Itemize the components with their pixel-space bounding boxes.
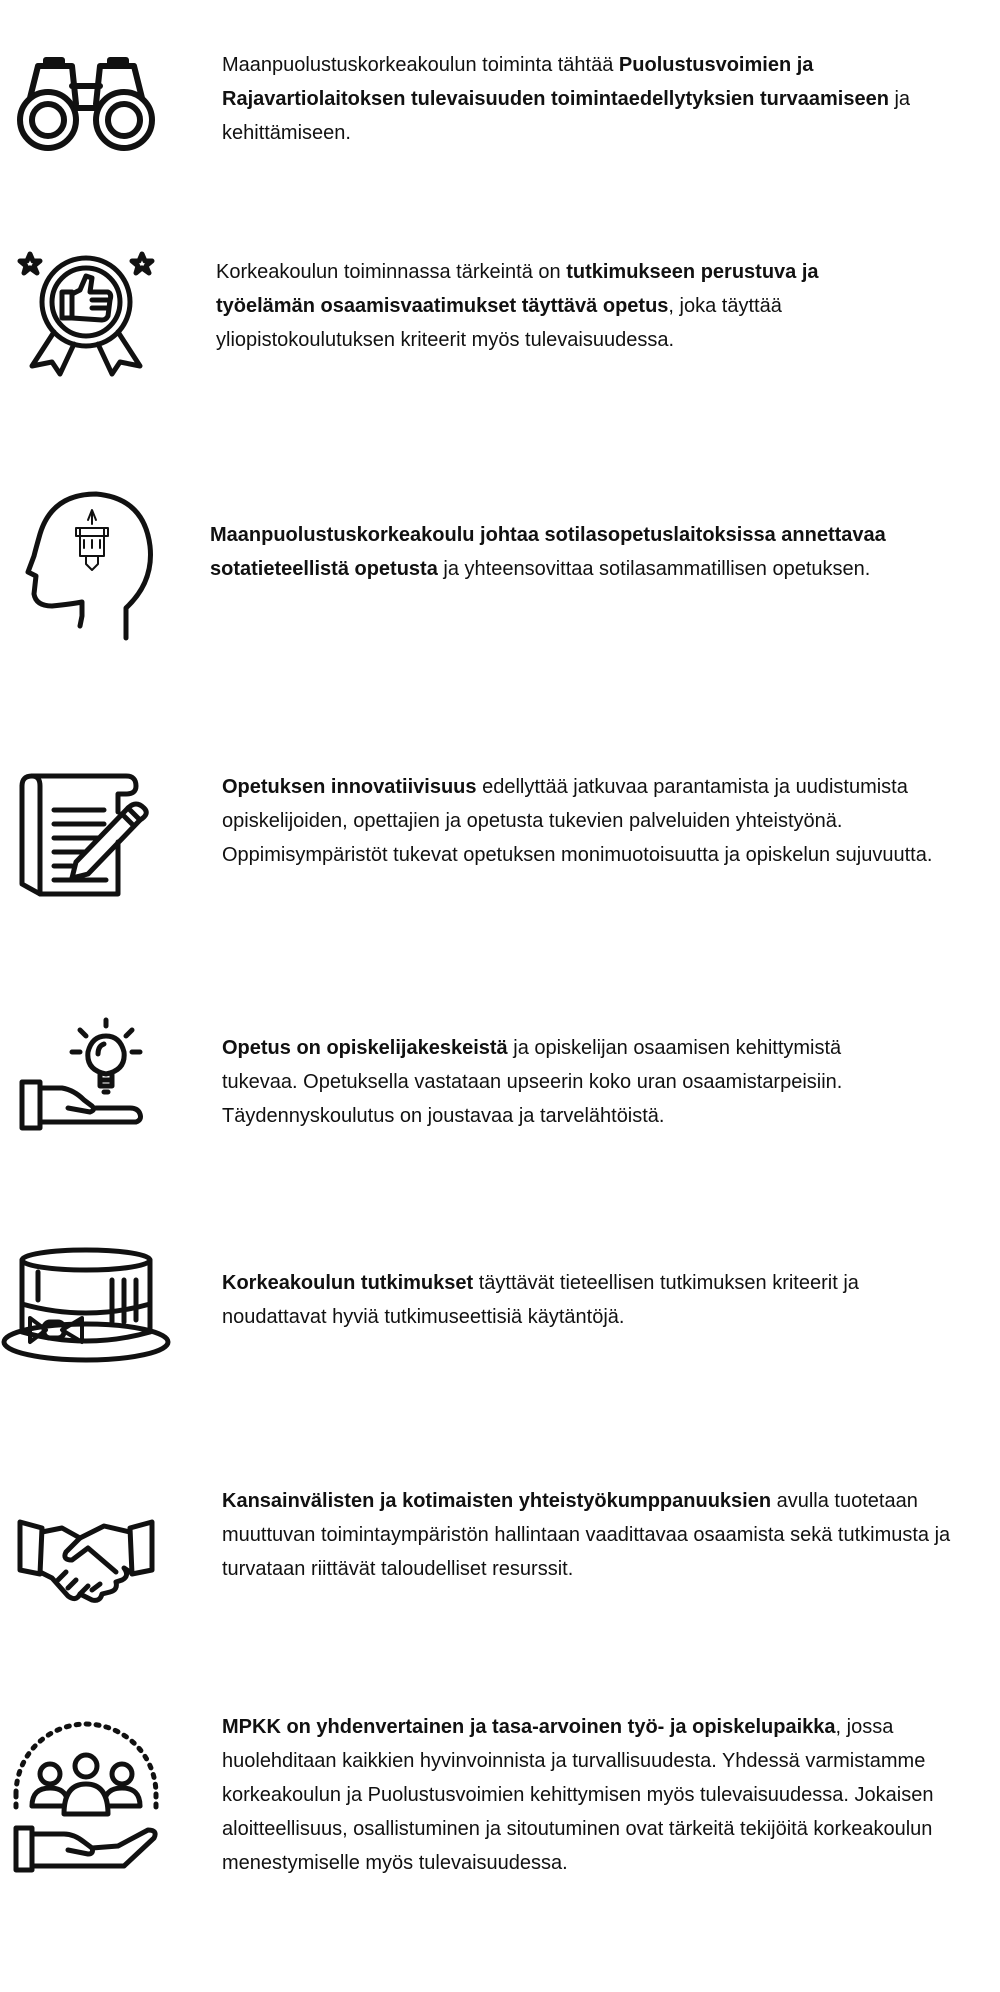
text-segment: Korkeakoulun toiminnassa tärkeintä on bbox=[216, 261, 567, 283]
text-segment-bold: Opetus on opiskelijakeskeistä bbox=[222, 1037, 508, 1059]
statement-text bbox=[222, 48, 962, 150]
student-cap-icon bbox=[0, 1246, 172, 1364]
hand-lightbulb-icon bbox=[20, 1016, 150, 1132]
document-pen-icon bbox=[18, 772, 152, 902]
text-segment-bold: Korkeakoulun tutkimukset bbox=[222, 1272, 474, 1294]
text-segment-bold: Maanpuolustuskorkeakoulu johtaa sotilasopetuslaitoksissa annettavaa sotatieteellistä opetusta bbox=[210, 524, 886, 580]
statement-text bbox=[222, 770, 967, 872]
statement-text bbox=[222, 1266, 942, 1334]
text-segment: ja yhteensovittaa sotilasammatillisen opetuksen. bbox=[437, 558, 871, 580]
text-segment: , jossa huolehditaan kaikkien hyvinvoinnista ja turvallisuudesta. Yhdessä varmistamme korkeakoulun ja Puolustusvoimien kehittymisen myös tulevaisuudessa. Jokaisen aloitteellisuus, osallistuminen ja sitoutuminen ovat tärkeitä tekijöitä korkeakoulun menestymiselle myös tulevaisuudessa. bbox=[222, 1716, 934, 1874]
text-segment-bold: tutkimukseen perustuva ja työelämän osaamisvaatimukset täyttävä opetus bbox=[216, 261, 819, 317]
text-segment-bold: Opetuksen innovatiivisuus bbox=[222, 776, 477, 798]
text-segment: ja kehittämiseen. bbox=[222, 88, 911, 144]
text-segment: täyttävät tieteellisen tutkimuksen kriteerit ja noudattavat hyviä tutkimuseettisiä käytäntöjä. bbox=[222, 1272, 859, 1328]
award-medal-thumbs-up-icon bbox=[16, 246, 156, 376]
text-segment: edellyttää jatkuvaa parantamista ja uudistumista opiskelijoiden, opettajien ja opetusta tukevien palveluiden yhteistyönä. Oppimisympäristöt tukevat opetuksen monimuotoisuutta ja opiskelun sujuvuutta. bbox=[222, 776, 933, 866]
hand-people-group-icon bbox=[14, 1734, 160, 1874]
text-segment: , joka täyttää yliopistokoulutuksen kriteerit myös tulevaisuudessa. bbox=[216, 295, 782, 351]
text-segment-bold: Puolustusvoimien ja Rajavartiolaitoksen tulevaisuuden toimintaedellytyksien turvaamiseen bbox=[222, 54, 889, 110]
statement-text bbox=[222, 1031, 922, 1133]
binoculars-icon bbox=[16, 56, 156, 152]
statement-text bbox=[222, 1710, 987, 1880]
text-segment-bold: MPKK on yhdenvertainen ja tasa-arvoinen työ- ja opiskelupaikka bbox=[222, 1716, 836, 1738]
statement-text bbox=[210, 518, 940, 586]
statement-text bbox=[222, 1484, 982, 1586]
text-segment: Maanpuolustuskorkeakoulun toiminta tähtää bbox=[222, 54, 619, 76]
text-segment-bold: Kansainvälisten ja kotimaisten yhteistyökumppanuuksien bbox=[222, 1490, 772, 1512]
handshake-icon bbox=[18, 1514, 154, 1602]
text-segment: avulla tuotetaan muuttuvan toimintaympäristön hallintaan vaadittavaa osaamista sekä tutkimusta ja turvataan riittävät taloudelliset resurssit. bbox=[222, 1490, 951, 1580]
text-segment: ja opiskelijan osaamisen kehittymistä tukevaa. Opetuksella vastataan upseerin koko uran osaamistarpeisiin. Täydennyskoulutus on joustavaa ja tarvelähtöistä. bbox=[222, 1037, 843, 1127]
head-with-emblem-icon bbox=[26, 490, 156, 640]
statement-text bbox=[216, 255, 846, 357]
